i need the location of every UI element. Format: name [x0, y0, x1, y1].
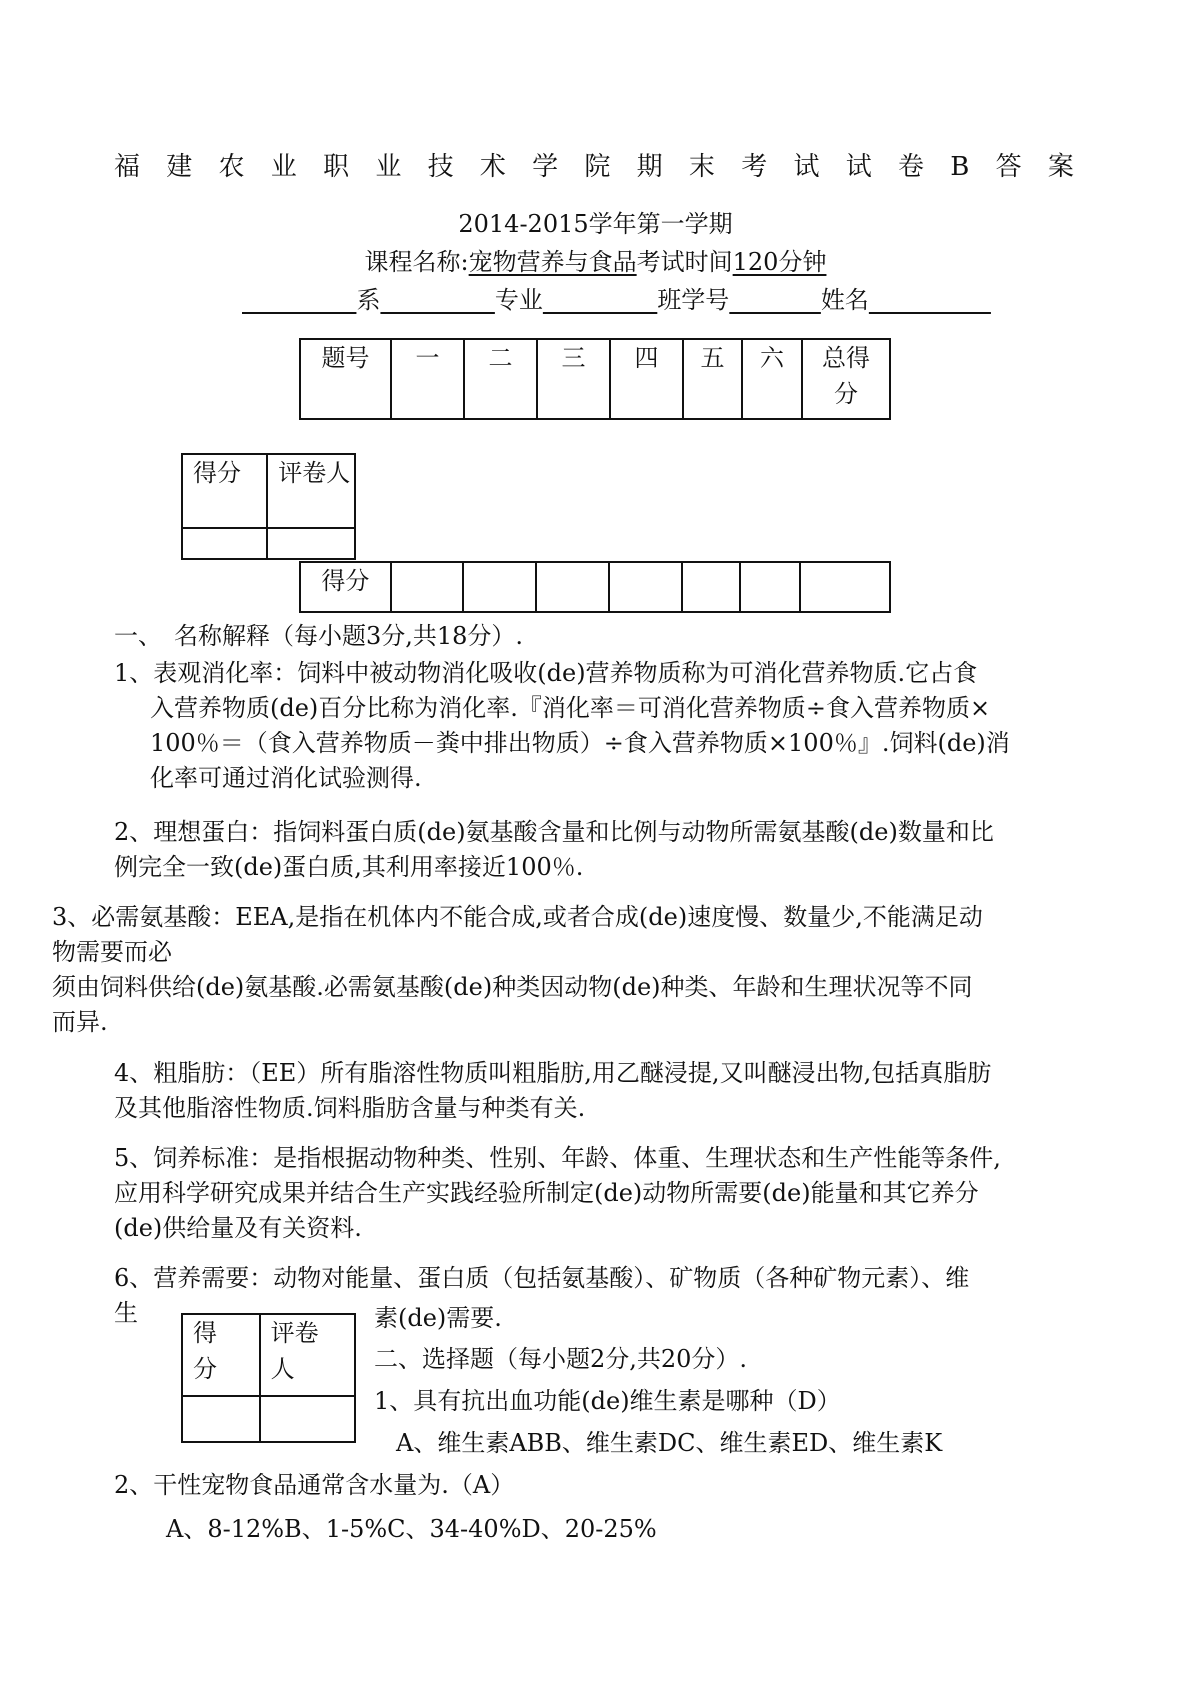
term-label: 2014-2015学年第一学期	[458, 210, 733, 238]
title-char: 试	[845, 152, 872, 182]
time-value: 120分钟	[732, 248, 827, 276]
section1-heading: 一、 名称解释（每小题3分,共18分）.	[114, 622, 524, 650]
title-char: 卷	[897, 152, 924, 182]
score-entry-cell[interactable]	[182, 1396, 260, 1442]
student-info-line	[242, 288, 991, 312]
title-char: 考	[741, 152, 768, 182]
col-header-2: 二	[464, 339, 537, 419]
exam-title	[114, 154, 1074, 180]
course-line	[0, 250, 1191, 274]
col-header-5: 五	[683, 339, 742, 419]
title-char: 业	[375, 152, 402, 182]
total-score-header: 总得分	[802, 339, 890, 419]
col-header-3: 三	[537, 339, 610, 419]
title-char: 术	[479, 152, 506, 182]
text-line: 4、粗脂肪：（EE）所有脂溶性物质叫粗脂肪,用乙醚浸提,又叫醚浸出物,包括真脂肪	[114, 1059, 992, 1087]
major-field-label: 专业	[494, 286, 543, 314]
text-line: 应用科学研究成果并结合生产实践经验所制定(de)动物所需要(de)能量和其它养分	[114, 1179, 979, 1207]
score-row-table	[299, 561, 891, 613]
text-line: 素(de)需要.	[374, 1304, 502, 1332]
time-label: 考试时间	[636, 248, 733, 276]
title-char: 案	[1047, 152, 1074, 182]
score-header-table	[299, 338, 891, 420]
score-row-label: 得分	[300, 562, 391, 612]
course-label: 课程名称:	[364, 248, 469, 276]
question-2: 2、干性宠物食品通常含水量为.（A）	[114, 1471, 515, 1499]
score-cell-6[interactable]	[740, 562, 800, 612]
score-entry-cell[interactable]	[182, 528, 267, 559]
score-cell-label: 得分	[182, 454, 267, 528]
name-field-label: 姓名	[820, 286, 869, 314]
question-2-options: A、8-12%B、1-5%C、34-40%D、20-25%	[166, 1515, 657, 1543]
text-line: 须由饲料供给(de)氨基酸.必需氨基酸(de)种类因动物(de)种类、年龄和生理状况等不同	[52, 973, 973, 1001]
text-line: 6、营养需要：动物对能量、蛋白质（包括氨基酸）、矿物质（各种矿物元素）、维	[114, 1264, 970, 1292]
section2-heading: 二、选择题（每小题2分,共20分）.	[374, 1345, 748, 1373]
title-char: 建	[166, 152, 193, 182]
grader-cell-label: 评卷 人	[260, 1314, 355, 1396]
text-line: 物需要而必	[52, 938, 172, 966]
text-line: 1、表观消化率：饲料中被动物消化吸收(de)营养物质称为可消化营养物质.它占食	[114, 659, 978, 687]
question-1-options: A、维生素ABB、维生素DC、维生素ED、维生素K	[396, 1429, 943, 1457]
question-number-header: 题号	[300, 339, 391, 419]
grader-entry-cell[interactable]	[260, 1396, 355, 1442]
text-line: 3、必需氨基酸：EEA,是指在机体内不能合成,或者合成(de)速度慢、数量少,不能满足动	[52, 903, 983, 931]
question-1: 1、具有抗出血功能(de)维生素是哪种（D）	[374, 1387, 841, 1415]
title-char: 期	[636, 152, 663, 182]
grader-entry-cell[interactable]	[267, 528, 355, 559]
text-line: (de)供给量及有关资料.	[114, 1214, 362, 1242]
text-line: 100％＝（食入营养物质－粪中排出物质）÷食入营养物质×100％』.饲料(de)消	[150, 729, 1010, 757]
title-char: 农	[218, 152, 245, 182]
score-cell-1[interactable]	[391, 562, 464, 612]
title-char: B	[950, 152, 970, 182]
title-char: 学	[532, 152, 559, 182]
score-cell-total[interactable]	[800, 562, 890, 612]
title-char: 技	[427, 152, 454, 182]
title-char: 业	[270, 152, 297, 182]
text-line: 入营养物质(de)百分比称为消化率.『消化率＝可消化营养物质÷食入营养物质×	[150, 694, 991, 722]
score-cell-4[interactable]	[609, 562, 682, 612]
text-line: 2、理想蛋白：指饲料蛋白质(de)氨基酸含量和比例与动物所需氨基酸(de)数量和比	[114, 818, 994, 846]
course-name: 宠物营养与食品	[468, 248, 637, 276]
text-line: 化率可通过消化试验测得.	[150, 764, 422, 792]
class-id-field-label: 班学号	[657, 286, 730, 314]
dept-field-label: 系	[356, 286, 381, 314]
title-char: 职	[323, 152, 350, 182]
score-cell-3[interactable]	[536, 562, 609, 612]
title-char: 院	[584, 152, 611, 182]
text-line: 及其他脂溶性物质.饲料脂肪含量与种类有关.	[114, 1094, 586, 1122]
text-line: 生	[114, 1299, 138, 1327]
col-header-6: 六	[742, 339, 802, 419]
grader-box-1	[181, 453, 356, 560]
text-line: 例完全一致(de)蛋白质,其利用率接近100％.	[114, 853, 584, 881]
score-cell-label: 得 分	[182, 1314, 260, 1396]
title-char: 末	[688, 152, 715, 182]
score-cell-5[interactable]	[682, 562, 741, 612]
title-char: 福	[114, 152, 141, 182]
grader-cell-label: 评卷人	[267, 454, 355, 528]
col-header-1: 一	[391, 339, 464, 419]
text-line: 5、饲养标准：是指根据动物种类、性别、年龄、体重、生理状态和生产性能等条件,	[114, 1144, 1001, 1172]
title-char: 试	[793, 152, 820, 182]
text-line: 而异.	[52, 1008, 108, 1036]
title-char: 答	[995, 152, 1022, 182]
score-cell-2[interactable]	[463, 562, 536, 612]
grader-box-2	[181, 1313, 356, 1443]
col-header-4: 四	[610, 339, 683, 419]
